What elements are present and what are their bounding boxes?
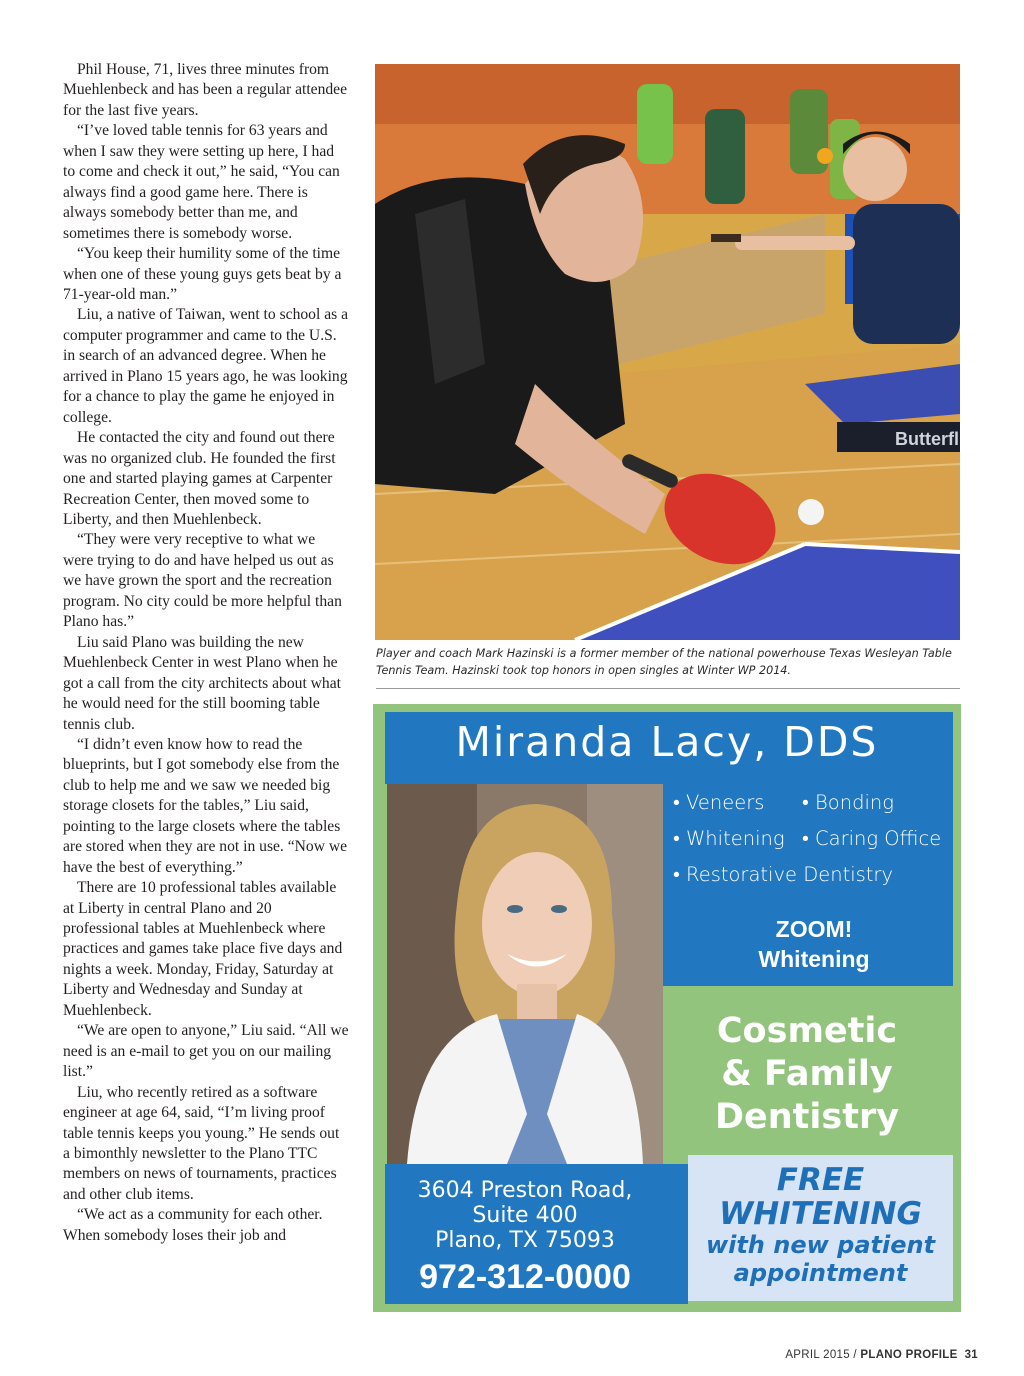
address-line: Plano, TX 75093 xyxy=(435,1228,615,1253)
photo-illustration xyxy=(375,64,960,640)
ad-title: Miranda Lacy, DDS xyxy=(455,718,879,766)
article-paragraph: “We are open to anyone,” Liu said. “All we need is an e-mail to get you on our mailing list.” xyxy=(63,1022,349,1081)
article-paragraph: “They were very receptive to what we were trying to do and have helped us out as we have grown the sport and the recreation program. No city could be more helpful than Plano has.” xyxy=(63,531,342,631)
zoom-label: ZOOM! xyxy=(775,916,853,942)
cosmetic-line: Cosmetic xyxy=(716,1011,898,1051)
article-paragraph: “I didn’t even know how to read the blueprints, but I got somebody else from the club to help me and we saw we needed big storage closets for the tables,” Liu said, pointing to the large closets where the tables are stored when they are not in use. “Now we have the best of everything.” xyxy=(63,735,348,876)
cosmetic-line: & Family xyxy=(721,1054,893,1094)
article-paragraph: “You keep their humility some of the time when one of these young guys gets beat by a 71-year-old man.” xyxy=(63,245,342,303)
service-item: • Veneers xyxy=(673,791,765,814)
service-item: • Caring Office xyxy=(802,827,942,850)
free-whitening-promo xyxy=(688,1155,953,1301)
folio-issue: APRIL 2015 / xyxy=(785,1349,857,1361)
cosmetic-family-dentistry xyxy=(662,1010,952,1139)
article-paragraph: Liu, a native of Taiwan, went to school as a computer programmer and came to the U.S. in search of an advanced degree. When he arrived in Plano 15 years ago, he was looking for a chance to play the game he enjoyed in college. xyxy=(63,306,349,426)
caption-divider xyxy=(376,688,960,689)
service-item: • Restorative Dentistry xyxy=(673,863,893,886)
service-item: • Whitening xyxy=(673,827,785,850)
promo-line: appointment xyxy=(733,1259,908,1287)
table-brand-text: Butterfl xyxy=(895,429,959,449)
promo-line: with new patient xyxy=(705,1231,936,1259)
cosmetic-line: Dentistry xyxy=(714,1097,900,1137)
address-line: 3604 Preston Road, xyxy=(417,1178,633,1203)
portrait-illustration xyxy=(387,784,663,1164)
whitening-label: Whitening xyxy=(758,946,870,972)
folio-page-number: 31 xyxy=(964,1349,978,1361)
zoom-whitening xyxy=(675,914,953,974)
article-paragraph: There are 10 professional tables available at Liberty in central Plano and 20 professional tables at Muehlenbeck where practices and games take place five days and nights a week. Monday, Friday, Saturday at Liberty and Wednesday and Sunday at Muehlenbeck. xyxy=(63,879,343,1019)
article-paragraph: He contacted the city and found out there was no organized club. He founded the first one and started playing games at Carpenter Recreation Center, then moved some to Liberty, and then Muehlenbeck. xyxy=(63,429,336,528)
page-folio xyxy=(785,1349,978,1361)
office-address xyxy=(385,1178,665,1253)
address-line: Suite 400 xyxy=(472,1203,578,1228)
article-paragraph: Phil House, 71, lives three minutes from Muehlenbeck and has been a regular attendee for the last five years. xyxy=(63,61,348,119)
table-tennis-photo xyxy=(375,64,960,640)
office-phone: 972-312-0000 xyxy=(419,1258,631,1296)
article-paragraph: “I’ve loved table tennis for 63 years and when I saw they were setting up here, I had to come and check it out,” he said, “You can always find a good game here. There is always somebody better than me, and sometimes there is somebody worse. xyxy=(63,122,340,242)
promo-line: FREE xyxy=(776,1162,865,1198)
folio-publication: PLANO PROFILE xyxy=(860,1349,958,1361)
article-paragraph: Liu said Plano was building the new Muehlenbeck Center in west Plano when he got a call from the city architects about what he would need for the still booming table tennis club. xyxy=(63,633,341,733)
article-paragraph: “We act as a community for each other. When somebody loses their job and xyxy=(63,1206,323,1244)
article-body xyxy=(63,60,349,1246)
promo-line: WHITENING xyxy=(719,1196,922,1232)
photo-caption: Player and coach Mark Hazinski is a former member of the national powerhouse Texas Wesleyan Table Tennis Team. Hazinski took top honors in open singles at Winter WP 2014. xyxy=(376,647,952,677)
article-paragraph: Liu, who recently retired as a software engineer at age 64, said, “I’m living proof table tennis keeps you young.” He sends out a bimonthly newsletter to the Plano TTC members on news of tournaments, practices and other club items. xyxy=(63,1083,340,1203)
dentist-portrait xyxy=(387,784,663,1164)
service-item: • Bonding xyxy=(802,791,894,814)
